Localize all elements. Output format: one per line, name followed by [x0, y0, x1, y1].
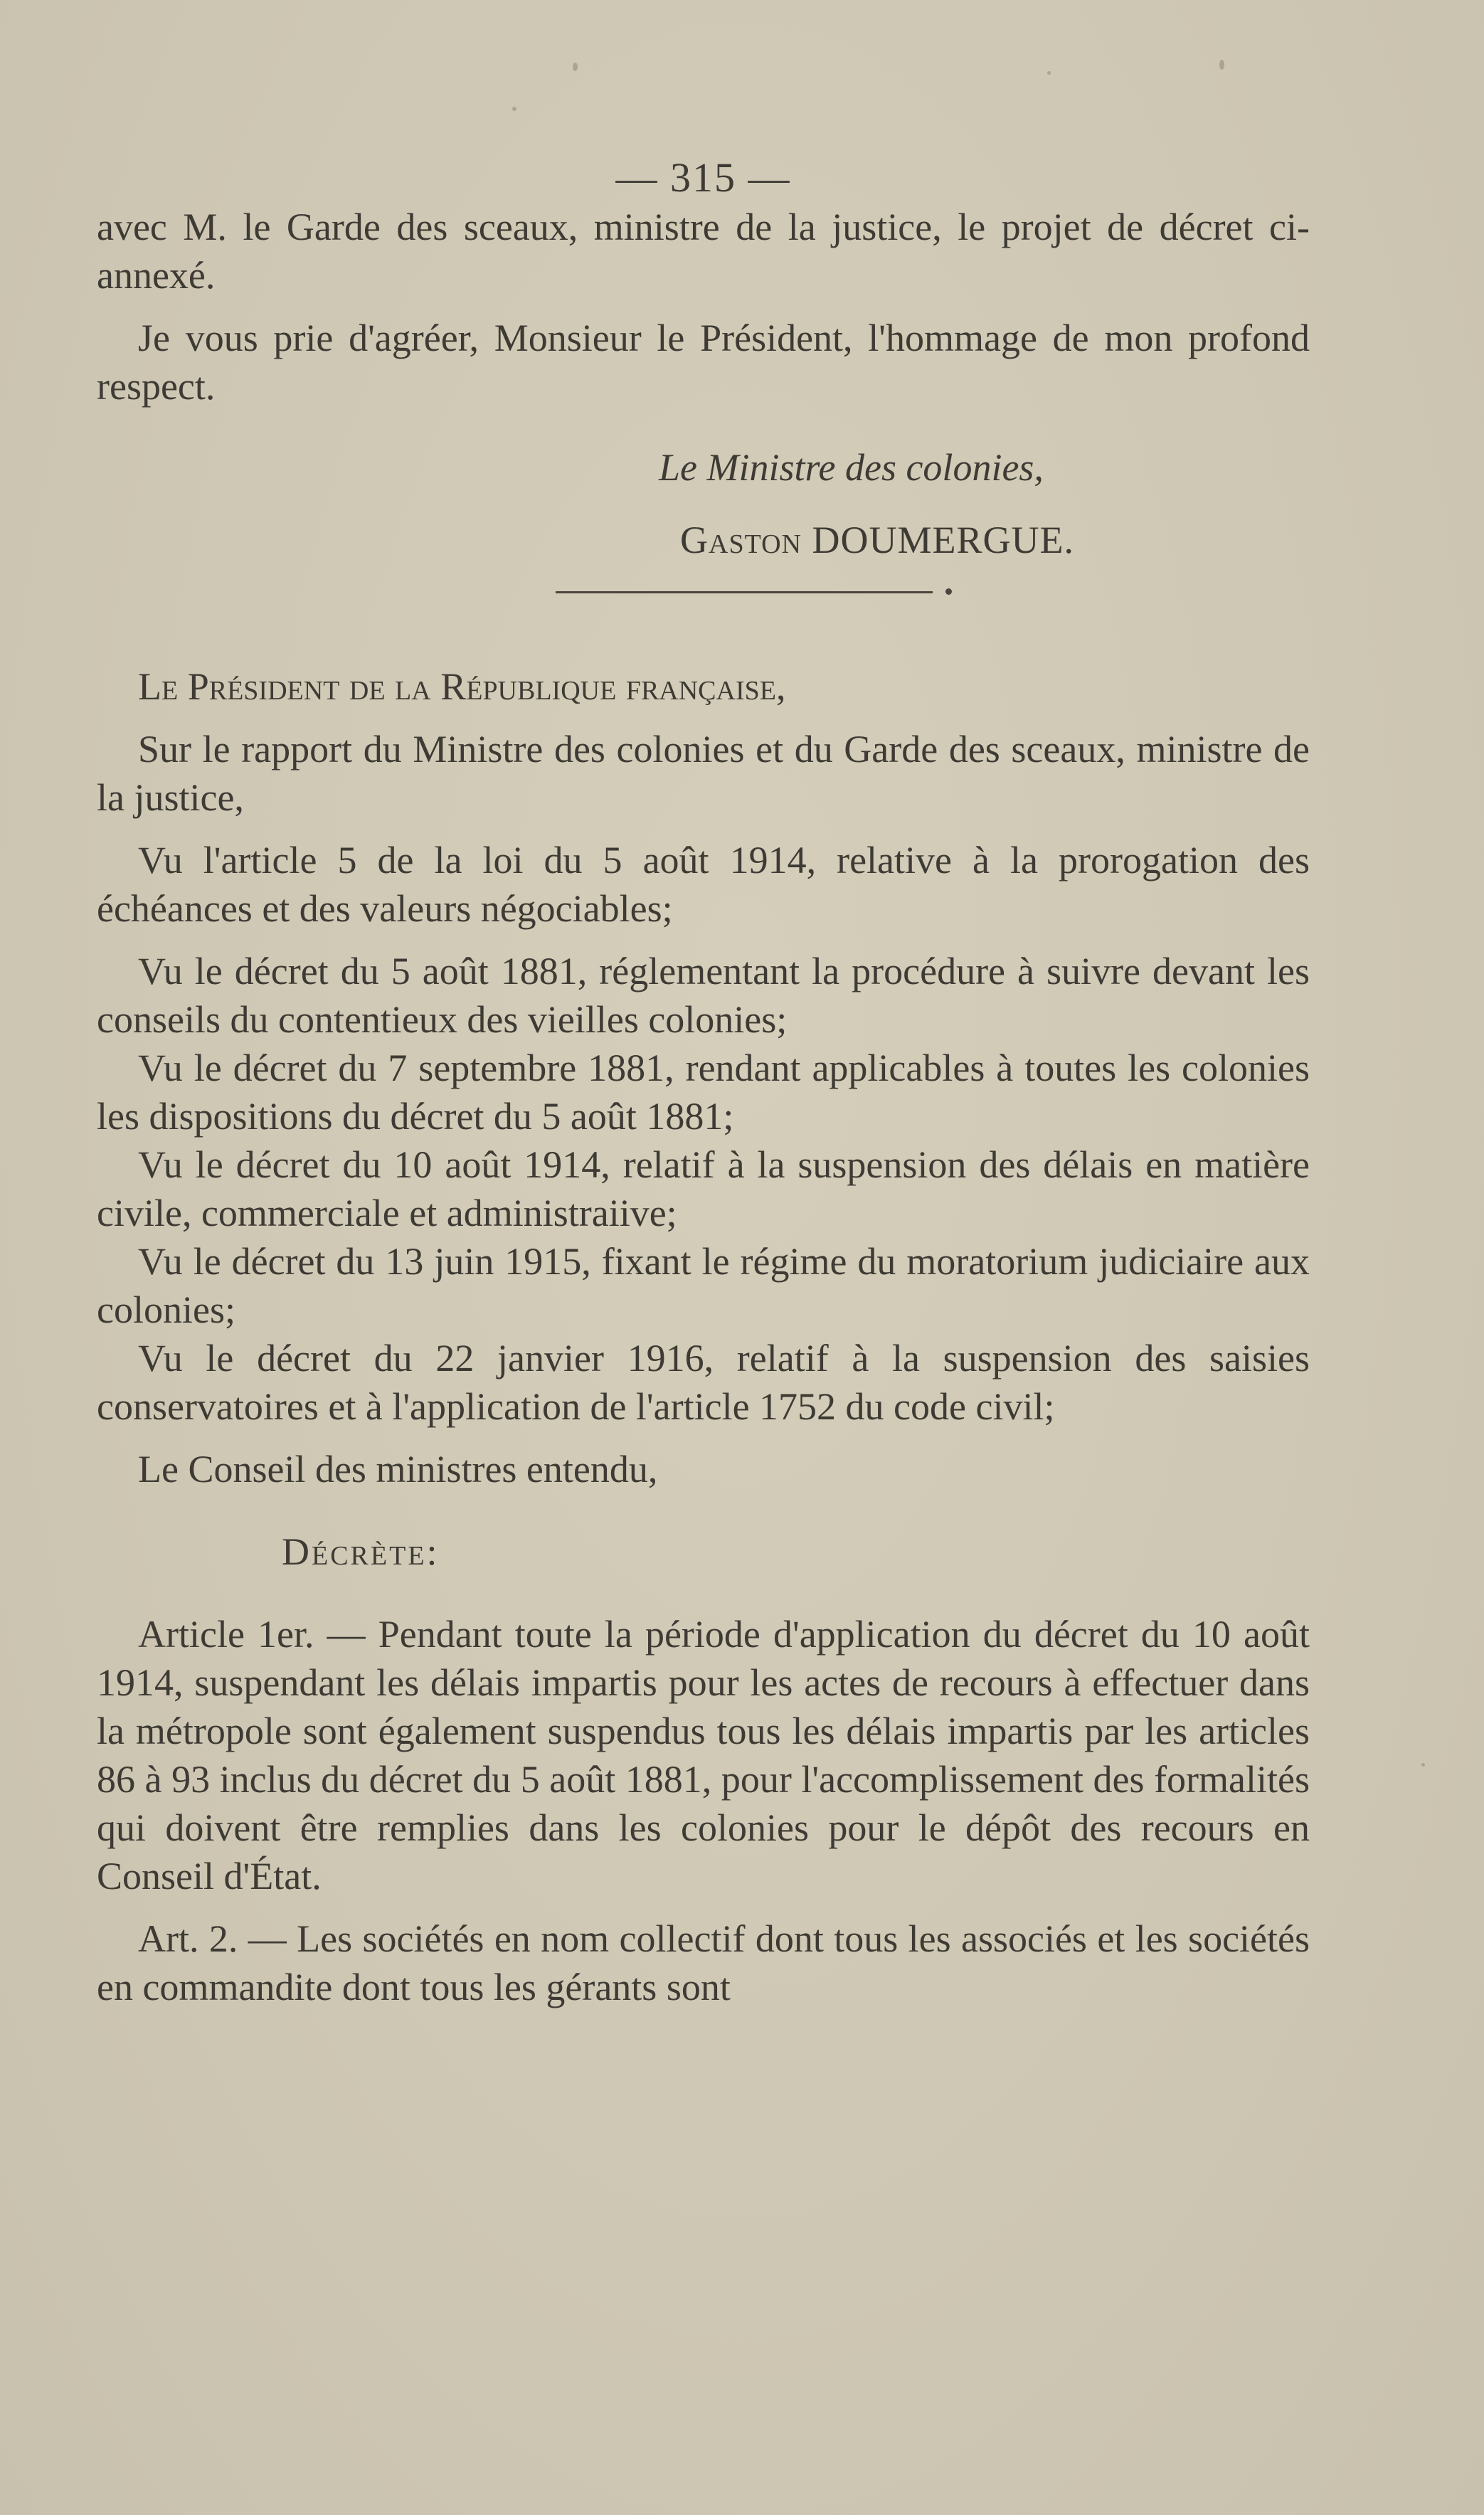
- divider-dot: [945, 588, 952, 595]
- paper-speck: [1219, 60, 1224, 70]
- visa-loi-1914: Vu l'article 5 de la loi du 5 août 1914, relative à la prorogation des échéances et des valeurs négociables;: [97, 839, 1310, 930]
- visa-decret-1881-septembre: Vu le décret du 7 septembre 1881, rendant applicables à toutes les colonies les dispositions du décret du 5 août 1881;: [97, 1047, 1310, 1138]
- paper-speck: [1421, 1763, 1425, 1767]
- section-divider: [97, 578, 1310, 607]
- visa-decret-1881-aout: Vu le décret du 5 août 1881, réglementant la procédure à suivre devant les conseils du contentieux des vieilles colonies;: [97, 950, 1310, 1041]
- paragraph-continuation: avec M. le Garde des sceaux, ministre de la justice, le projet de décret ci-annexé.: [97, 206, 1310, 297]
- visa-decret-1915: Vu le décret du 13 juin 1915, fixant le régime du moratorium judiciaire aux colonies;: [97, 1240, 1310, 1331]
- article-1: Article 1er. — Pendant toute la période d'application du décret du 10 août 1914, suspendant les délais impartis pour les actes de recours à effectuer dans la métropole sont également suspendus tous les délais impartis par les articles 86 à 93 inclus du décret du 5 août 1881, pour l'accomplissement des formalités qui doivent être remplies dans les colonies pour le dépôt des recours en Conseil d'État.: [97, 1613, 1310, 1897]
- page-number: — 315 —: [615, 154, 791, 201]
- visa-decret-1914: Vu le décret du 10 août 1914, relatif à la suspension des délais en matière civile, commerciale et administraiive;: [97, 1143, 1310, 1234]
- visa-decret-1916: Vu le décret du 22 janvier 1916, relatif à la suspension des saisies conservatoires et à l'application de l'article 1752 du code civil;: [97, 1337, 1310, 1428]
- decree-preamble: [97, 662, 1310, 711]
- conseil-ministres: Le Conseil des ministres entendu,: [138, 1448, 658, 1491]
- paper-speck: [512, 107, 516, 111]
- visa-rapport: Sur le rapport du Ministre des colonies et du Garde des sceaux, ministre de la justice,: [97, 728, 1310, 819]
- paragraph-closing: Je vous prie d'agréer, Monsieur le Président, l'hommage de mon profond respect.: [97, 317, 1310, 408]
- paper-speck: [1047, 71, 1051, 75]
- divider-line: [556, 591, 933, 593]
- article-2: Art. 2. — Les sociétés en nom collectif dont tous les associés et les sociétés en commandite dont tous les gérants sont: [97, 1917, 1310, 2008]
- paper-speck: [573, 63, 578, 71]
- signature-name: Gaston DOUMERGUE.: [680, 519, 1074, 561]
- signature-office: Le Ministre des colonies,: [659, 446, 1044, 489]
- page-text: [97, 153, 1310, 2011]
- decrete-heading: Décrète:: [282, 1530, 440, 1573]
- president-heading: Le Président de la République française,: [138, 665, 786, 708]
